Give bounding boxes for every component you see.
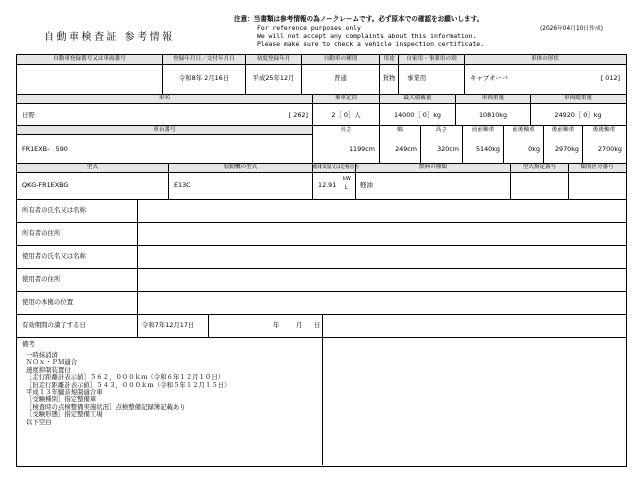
value-weight: 10810kg xyxy=(478,111,508,119)
notice-en-3: Please make sure to check a vehicle inspection certificate. xyxy=(257,40,485,48)
value-max-load: 14000［ 0］kg xyxy=(394,111,441,119)
value-engine: E13C xyxy=(174,181,191,189)
remark-line: 速度抑制装置付 xyxy=(26,365,71,374)
notice-en-1: For reference purposes only xyxy=(257,24,361,32)
value-rf-axle: 2970kg xyxy=(554,145,579,153)
label-validity: 有効期間の満了する日 xyxy=(22,321,86,329)
label-fr-axle: 前後軸重 xyxy=(512,127,535,133)
label-remarks: 備考 xyxy=(22,340,35,348)
value-disp-unit-top: kW xyxy=(343,176,351,182)
remark-line: 一時抹消済 xyxy=(26,351,58,359)
value-private-business: 事業用 xyxy=(407,74,427,82)
remark-line: 以下空白 xyxy=(26,417,52,426)
label-owner-address: 所有者の住所 xyxy=(22,229,61,237)
remark-line: ［受験種別］指定整備車 xyxy=(26,395,97,404)
remarks-list xyxy=(26,352,231,426)
label-max-load: 最大積載量 xyxy=(403,95,432,101)
value-fuel: 軽油 xyxy=(360,181,373,189)
value-chassis: FR1EXB- 590 xyxy=(22,145,68,153)
value-maker-code: [ 262] xyxy=(288,111,308,119)
label-rr-axle: 後後軸重 xyxy=(592,127,616,133)
value-reg-date: 令和8年 2月16日 xyxy=(178,74,230,82)
remark-line: ［検査時の点検整備実施状況］点検整備記録簿記載あり xyxy=(26,402,186,411)
label-gross-weight: 車両総重量 xyxy=(564,95,592,101)
label-base-location: 使用の本拠の位置 xyxy=(22,298,74,306)
value-displacement: 12.91 xyxy=(318,181,337,189)
value-capacity: 2［ 0］人 xyxy=(331,111,361,119)
label-fuel: 燃料の種類 xyxy=(419,164,447,170)
remark-line: 平成１３年騒音規制適合車 xyxy=(26,388,103,397)
label-spec-no: 型式指定番号 xyxy=(522,164,557,170)
label-displacement: 総排気量又は定格出力 xyxy=(313,165,359,170)
label-private-business: 自家用・事業用の別 xyxy=(406,56,457,62)
label-width: 幅 xyxy=(397,127,403,133)
notice-en-2: We will not accept any complaints about this information. xyxy=(257,32,477,40)
value-ff-axle: 5140kg xyxy=(475,145,500,153)
label-rf-axle: 後前軸重 xyxy=(551,127,575,133)
label-user-name: 使用者の氏名又は名称 xyxy=(22,252,86,260)
value-use: 貨物 xyxy=(382,74,396,82)
notice-jp: 注意：当書類は参考情報の為ノークレームです。必ず原本での確認をお願いします。 xyxy=(234,15,484,23)
label-reg-date: 登録年月日／交付年月日 xyxy=(173,56,235,62)
label-length: 長さ xyxy=(340,127,352,133)
created-date: (2026年04月10日作成) xyxy=(540,26,604,32)
label-capacity: 乗車定員 xyxy=(334,95,358,101)
value-width: 249cm xyxy=(395,145,417,153)
value-model: QKG-FR1EXBG xyxy=(22,181,69,189)
remark-line: ［旧走行距離計表示値］５４３，０００ｋｍ（令和５年１２月１５日） xyxy=(26,380,231,389)
label-vehicle-type: 自動車の種別 xyxy=(323,56,358,62)
remark-line: ［受験形態］指定整備工場 xyxy=(26,410,103,419)
label-reg-number: 自動車登録番号又は車両番号 xyxy=(53,56,126,62)
remark-line: ＮＯｘ・ＰＭ適合 xyxy=(26,358,78,367)
label-use: 用途 xyxy=(383,56,395,62)
label-class-no: 類別区分番号 xyxy=(580,164,614,170)
label-maker: 車名 xyxy=(158,95,171,101)
remark-line: ［走行距離計表示値］５６２，０００ｋｍ（令和６年１２月１０日） xyxy=(26,373,225,382)
value-maker: 日野 xyxy=(22,111,35,119)
value-length: 1199cm xyxy=(348,145,375,153)
value-body-shape: キャブオーバ xyxy=(470,74,508,82)
value-body-code: [ 012] xyxy=(600,74,620,82)
validity-year: 年 xyxy=(273,321,280,329)
validity-day: 日 xyxy=(314,321,321,329)
value-rr-axle: 2700kg xyxy=(597,145,622,153)
value-vehicle-type: 普通 xyxy=(334,74,347,82)
label-weight: 車両重量 xyxy=(481,95,505,101)
value-first-reg: 平成25年12月 xyxy=(252,74,295,82)
label-ff-axle: 前前軸重 xyxy=(471,127,495,133)
value-disp-unit-bottom: L xyxy=(345,185,348,191)
label-engine: 原動機の型式 xyxy=(223,164,258,170)
value-height: 320cm xyxy=(437,145,459,153)
label-owner-name: 所有者の氏名又は名称 xyxy=(22,206,86,214)
label-first-reg: 初度登録年月 xyxy=(256,56,291,62)
label-height: 高さ xyxy=(435,127,448,133)
value-validity-date: 令和7年12月17日 xyxy=(142,321,195,329)
value-gross-weight: 24920［ 0］kg xyxy=(554,111,602,119)
validity-month: 月 xyxy=(296,321,303,329)
value-fr-axle: 0kg xyxy=(528,145,540,153)
label-body-shape: 車体の形状 xyxy=(531,56,559,62)
label-model: 型式 xyxy=(86,164,99,170)
page-title: 自動車検査証 参考情報 xyxy=(44,32,175,43)
label-chassis: 車台番号 xyxy=(153,127,176,133)
label-user-address: 使用者の住所 xyxy=(22,275,61,283)
